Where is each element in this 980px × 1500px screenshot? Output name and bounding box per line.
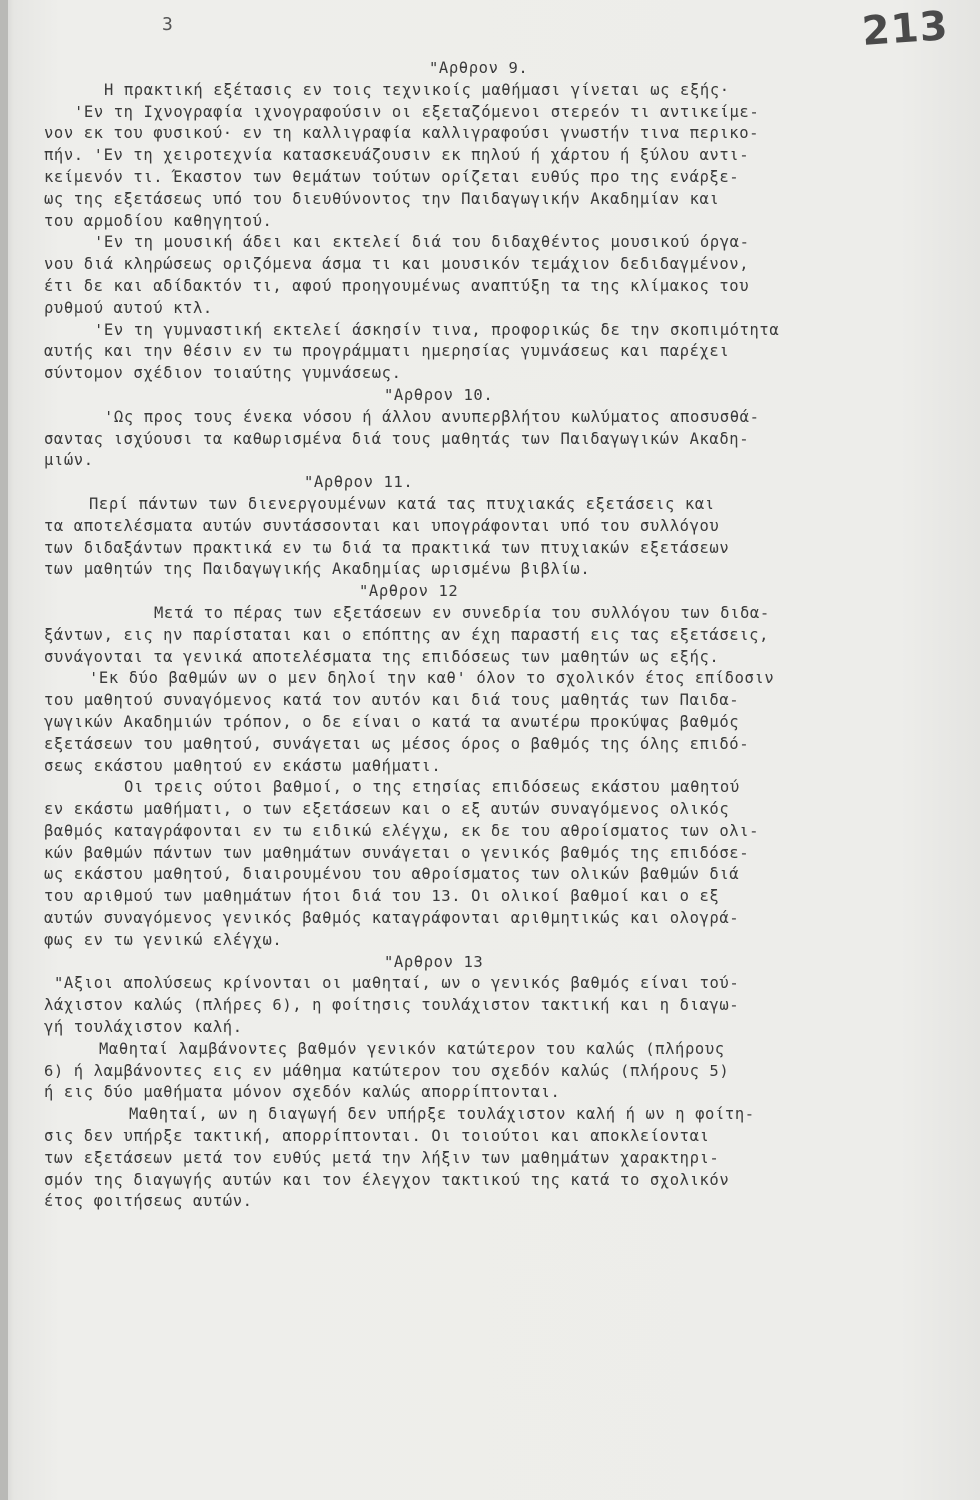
text-line: έτι δε και αδίδακτόν τι, αφού προηγουμένως αναπτύξη τα της κλίμακος του	[44, 276, 750, 295]
text-line: αυτής και την θέσιν εν τω προγράμματι ημερησίας γυμνάσεως και παρέχει	[44, 342, 730, 361]
text-line: του μαθητού συναγόμενος κατά τον αυτόν και διά τους μαθητάς των Παιδα-	[44, 691, 740, 710]
text-line: βαθμός καταγράφονται εν τω ειδικώ ελέγχω, εκ δε του αθροίσματος των ολι-	[44, 821, 760, 840]
text-line: 6) ή λαμβάνοντες εις εν μάθημα κατώτερον του σχεδόν καλώς (πλήρους 5)	[44, 1061, 730, 1080]
text-line: Η πρακτική εξέτασις εν τοις τεχνικοίς μαθήμασι γίνεται ως εξής·	[104, 80, 730, 99]
text-line: έτος φοιτήσεως αυτών.	[44, 1192, 253, 1211]
text-line: αυτών συναγόμενος γενικός βαθμός καταγράφονται αριθμητικώς και ολογρά-	[44, 909, 740, 928]
text-line: του αρμοδίου καθηγητού.	[44, 211, 273, 230]
article-heading: "Αρθρον 12	[359, 582, 459, 601]
text-line: σύντομον σχέδιον τοιαύτης γυμνάσεως.	[44, 364, 402, 383]
text-line: γή τουλάχιστον καλή.	[44, 1018, 243, 1037]
text-line: σις δεν υπήρξε τακτική, απορρίπτονται. Οι τοιούτοι και αποκλείονται	[44, 1127, 710, 1146]
text-line: Μετά το πέρας των εξετάσεων εν συνεδρία του συλλόγου των διδα-	[154, 603, 770, 622]
text-line: "Αξιοι απολύσεως κρίνονται οι μαθηταί, ων ο γενικός βαθμός είναι τού-	[54, 974, 740, 993]
text-line: φως εν τω γενικώ ελέγχω.	[44, 930, 283, 949]
text-line: κών βαθμών πάντων των μαθημάτων συνάγεται ο γενικός βαθμός της επιδόσε-	[44, 843, 750, 862]
text-line: του αριθμού των μαθημάτων ήτοι διά του 13. Οι ολικοί βαθμοί και ο εξ	[44, 887, 720, 906]
text-line: λάχιστον καλώς (πλήρες 6), η φοίτησις τουλάχιστον τακτική και η διαγω-	[44, 996, 740, 1015]
article-heading: "Αρθρον 9.	[429, 59, 529, 77]
text-line: ως εκάστου μαθητού, διαιρουμένου του αθροίσματος των ολικών βαθμών διά	[44, 865, 740, 884]
text-line: 'Εν τη γυμναστική εκτελεί άσκησίν τινα, προφορικώς δε την σκοπιμότητα	[94, 320, 780, 339]
text-line: ως της εξετάσεως υπό του διευθύνοντος την Παιδαγωγικήν Ακαδημίαν και	[44, 189, 720, 208]
text-line: ρυθμού αυτού κτλ.	[44, 298, 213, 317]
handwritten-folio-number: 213	[860, 3, 950, 55]
text-line: 'Ως προς τους ένεκα νόσου ή άλλου ανυπερβλήτου κωλύματος αποσυσθά-	[104, 407, 760, 426]
text-line: εξετάσεων του μαθητού, συνάγεται ως μέσος όρος ο βαθμός της όλης επιδό-	[44, 734, 750, 753]
text-line: μιών.	[44, 451, 94, 470]
text-line: κείμενόν τι. Έκαστον των θεμάτων τούτων ορίζεται ευθύς προ της ενάρξε-	[44, 167, 740, 186]
text-line: νον εκ του φυσικού· εν τη καλλιγραφία καλλιγραφούσι γνωστήν τινα περικο-	[44, 124, 760, 143]
text-line: συνάγονται τα γενικά αποτελέσματα της επιδόσεως των μαθητών ως εξής.	[44, 647, 720, 666]
text-line: πήν. 'Εν τη χειροτεχνία κατασκευάζουσιν εκ πηλού ή χάρτου ή ξύλου αντι-	[44, 146, 750, 165]
text-line: Περί πάντων των διενεργουμένων κατά τας πτυχιακάς εξετάσεις και	[89, 494, 715, 513]
text-line: Οι τρεις ούτοι βαθμοί, ο της ετησίας επιδόσεως εκάστου μαθητού	[124, 778, 740, 797]
text-line: τα αποτελέσματα αυτών συντάσσονται και υπογράφονται υπό του συλλόγου	[44, 516, 720, 535]
text-line: των μαθητών της Παιδαγωγικής Ακαδημίας ωρισμένω βιβλίω.	[44, 560, 591, 579]
text-line: Μαθηταί λαμβάνοντες βαθμόν γενικόν κατώτερον του καλώς (πλήρους	[99, 1039, 725, 1058]
text-line: των διδαξάντων πρακτικά εν τω διά τα πρακτικά των πτυχιακών εξετάσεων	[44, 538, 730, 557]
text-line: 'Εκ δύο βαθμών ων ο μεν δηλοί την καθ' όλον το σχολικόν έτος επίδοσιν	[89, 669, 775, 688]
article-heading: "Αρθρον 13	[384, 952, 484, 971]
article-heading: "Αρθρον 10.	[384, 385, 494, 404]
text-line: ή εις δύο μαθήματα μόνον σχεδόν καλώς απορρίπτονται.	[44, 1083, 561, 1102]
article-heading: "Αρθρον 11.	[304, 473, 414, 492]
text-line: γωγικών Ακαδημιών τρόπον, ο δε είναι ο κατά τα ανωτέρω προκύψας βαθμός	[44, 712, 740, 731]
binding-edge	[0, 0, 8, 1500]
text-line: των εξετάσεων μετά τον ευθύς μετά την λήξιν των μαθημάτων χαρακτηρι-	[44, 1148, 720, 1167]
text-line: 'Εν τη Ιχνογραφία ιχνογραφούσιν οι εξεταζόμενοι στερεόν τι αντικείμε-	[74, 102, 760, 121]
text-line: σεως εκάστου μαθητού εν εκάστω μαθήματι.	[44, 756, 442, 775]
typewritten-text-body	[44, 58, 944, 1213]
text-line: εν εκάστω μαθήματι, ο των εξετάσεων και ο εξ αυτών συναγόμενος ολικός	[44, 800, 730, 819]
page-number: 3	[162, 14, 173, 35]
text-line: 'Εν τη μουσική άδει και εκτελεί διά του διδαχθέντος μουσικού όργα-	[94, 233, 750, 252]
text-line: ξάντων, εις ην παρίσταται και ο επόπτης αν έχη παραστή εις τας εξετάσεις,	[44, 625, 770, 644]
text-line: σαντας ισχύουσι τα καθωρισμένα διά τους μαθητάς των Παιδαγωγικών Ακαδη-	[44, 429, 750, 448]
text-line: Μαθηταί, ων η διαγωγή δεν υπήρξε τουλάχιστον καλή ή ων η φοίτη-	[129, 1105, 755, 1124]
text-line: νου διά κληρώσεως οριζόμενα άσμα τι και μουσικόν τεμάχιον δεδιδαγμένον,	[44, 255, 750, 274]
text-line: σμόν της διαγωγής αυτών και τον έλεγχον τακτικού της κατά το σχολικόν	[44, 1170, 730, 1189]
